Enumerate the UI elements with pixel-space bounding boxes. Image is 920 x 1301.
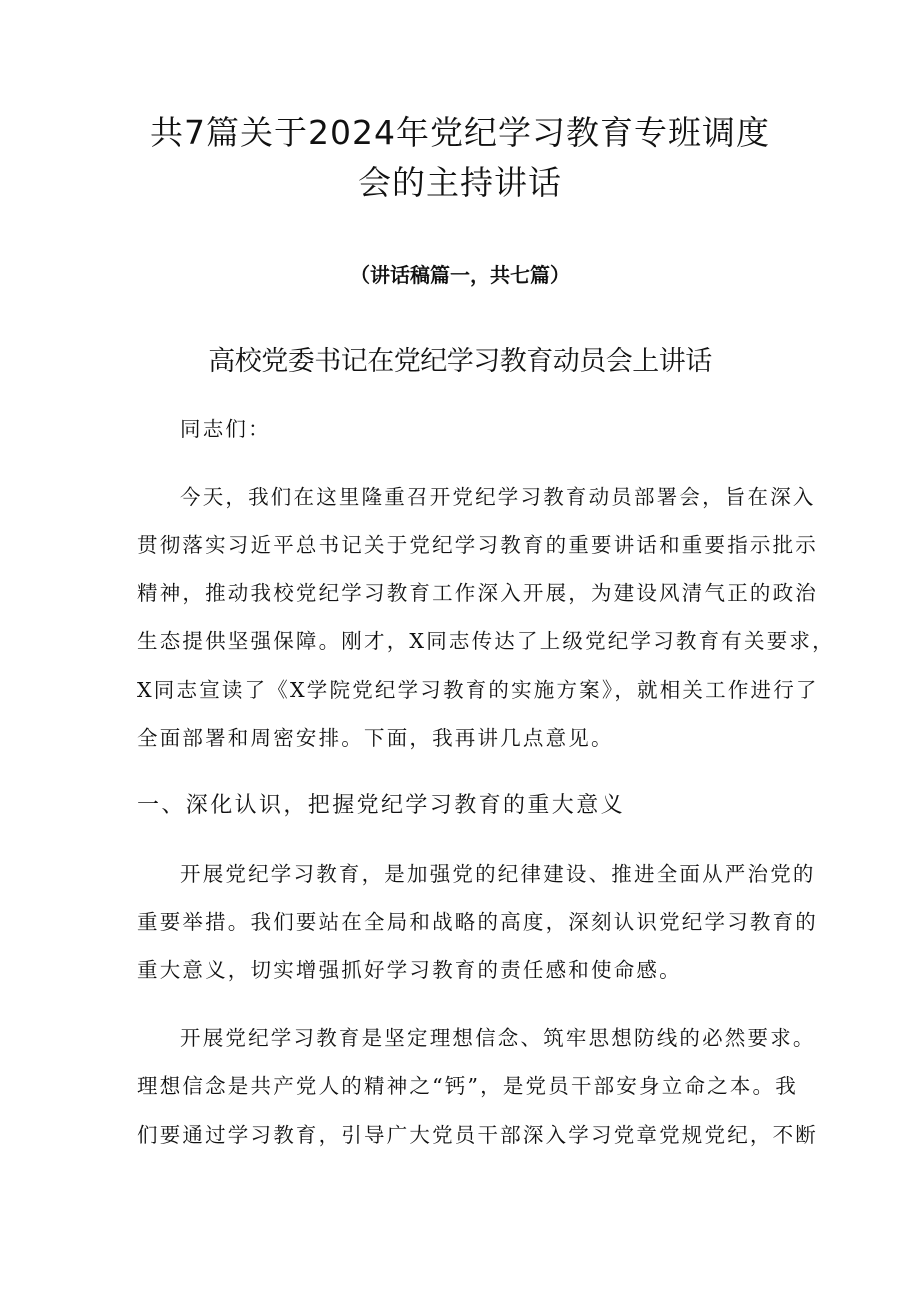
document-title-line-2: 会的主持讲话 [358, 163, 562, 202]
paragraph-1-line-3: 精神，推动我校党纪学习教育工作深入开展，为建设风清气正的政治 [137, 581, 818, 605]
document-subtitle: （讲话稿篇一，共七篇） [350, 263, 570, 287]
salutation: 同志们： [180, 417, 271, 441]
paragraph-2-line-3: 重大意义，切实增强抓好学习教育的责任感和使命感。 [137, 958, 682, 982]
paragraph-3-line-3: 们要通过学习教育，引导广大党员干部深入学习党章党规党纪，不断 [137, 1123, 818, 1147]
paragraph-1-line-5: X同志宣读了《X学院党纪学习教育的实施方案》，就相关工作进行了 [137, 678, 819, 702]
paragraph-1-line-2: 贯彻落实习近平总书记关于党纪学习教育的重要讲话和重要指示批示 [137, 533, 818, 557]
speech-title: 高校党委书记在党纪学习教育动员会上讲话 [208, 346, 712, 377]
paragraph-3-line-1: 开展党纪学习教育是坚定理想信念、筑牢思想防线的必然要求。 [180, 1026, 816, 1050]
paragraph-1-line-6: 全面部署和周密安排。下面，我再讲几点意见。 [137, 726, 614, 750]
paragraph-1-line-4: 生态提供坚强保障。刚才，X同志传达了上级党纪学习教育有关要求， [137, 629, 835, 653]
section-1-heading: 一、深化认识，把握党纪学习教育的重大意义 [137, 793, 626, 818]
document-title-line-1: 共7篇关于2024年党纪学习教育专班调度 [150, 113, 770, 152]
paragraph-2-line-2: 重要举措。我们要站在全局和战略的高度，深刻认识党纪学习教育的 [137, 910, 818, 934]
paragraph-3-line-2: 理想信念是共产党人的精神之“钙”，是党员干部安身立命之本。我 [137, 1074, 798, 1098]
paragraph-2-line-1: 开展党纪学习教育，是加强党的纪律建设、推进全面从严治党的 [180, 862, 816, 886]
paragraph-1-line-1: 今天，我们在这里隆重召开党纪学习教育动员部署会，旨在深入 [180, 485, 816, 509]
